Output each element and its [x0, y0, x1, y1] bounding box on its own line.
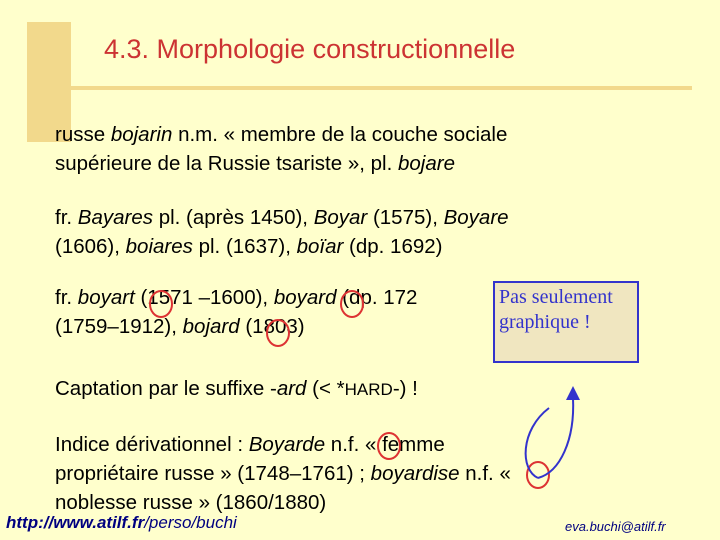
term-boyar: Boyar: [313, 206, 368, 229]
term-boyart: boyart: [77, 286, 135, 309]
text-span: n.m. « membre de la couche sociale: [172, 123, 508, 146]
footer-url-path: /perso/buchi: [144, 513, 237, 532]
text-span: pl. (après 1450),: [153, 206, 314, 229]
highlight-circle-d: [378, 433, 400, 459]
callout-line-2: graphique !: [499, 311, 591, 333]
slide-title: 4.3. Morphologie constructionnelle: [104, 34, 516, 64]
footer-url[interactable]: [6, 513, 237, 533]
callout-line-1: Pas seulement: [499, 286, 613, 308]
text-span: noblesse russe » (1860/1880): [55, 491, 327, 514]
text-span: n.f. «: [459, 462, 511, 485]
term-bojard: bojard: [182, 315, 240, 338]
text-span: Captation par le suffixe -: [55, 377, 277, 400]
highlight-circle-t: [150, 291, 172, 317]
text-span: Indice dérivationnel :: [55, 433, 249, 456]
text-span: pl. (1637),: [192, 235, 297, 258]
text-span: (< *: [306, 377, 345, 400]
footer-email[interactable]: eva.buchi@atilf.fr: [565, 519, 666, 534]
text-span: (dp. 172: [336, 286, 418, 309]
term-boiares: boiares: [125, 235, 193, 258]
curved-arrow-shaft: [526, 408, 549, 478]
term-boyardise: boyardise: [370, 462, 460, 485]
text-span: propriétaire russe » (1748–1761) ;: [55, 462, 371, 485]
text-span: russe: [55, 123, 111, 146]
text-span: supérieure de la Russie tsariste », pl.: [55, 152, 398, 175]
text-span: (1759–1912),: [55, 315, 183, 338]
text-span: (1803): [239, 315, 305, 338]
text-span: fr.: [55, 206, 78, 229]
text-span: n.f. « femme: [325, 433, 445, 456]
term-bojarin: bojarin: [110, 123, 173, 146]
term-bayares: Bayares: [77, 206, 154, 229]
term-bojare: bojare: [397, 152, 455, 175]
term-boyarde: Boyarde: [248, 433, 326, 456]
text-span: -) !: [392, 377, 418, 400]
text-span: (1575),: [367, 206, 444, 229]
term-hard-smallcaps: HARD: [344, 380, 393, 399]
text-span: (1606),: [55, 235, 126, 258]
arrowhead-icon: [566, 386, 580, 400]
text-span: (dp. 1692): [343, 235, 443, 258]
term-boyard: boyard: [273, 286, 337, 309]
term-boyare: Boyare: [443, 206, 509, 229]
footer-url-domain: http://www.atilf.fr: [6, 513, 145, 532]
curved-arrow-shaft: [538, 398, 573, 478]
text-span: fr.: [55, 286, 78, 309]
term-boiar: boïar: [296, 235, 344, 258]
highlight-circle-d: [267, 320, 289, 346]
text-span: (1571 –1600),: [134, 286, 274, 309]
term-ard: ard: [276, 377, 307, 400]
highlight-circle-d: [341, 291, 363, 317]
